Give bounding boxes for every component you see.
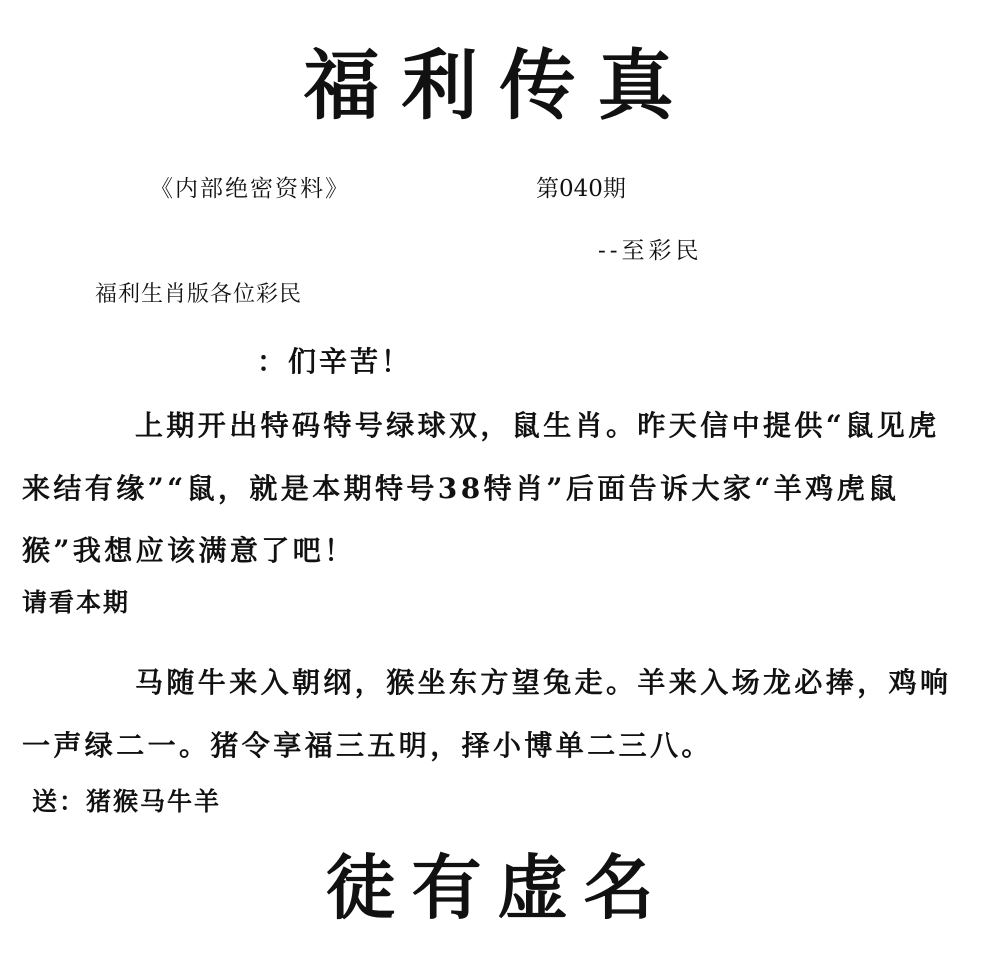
gift-line: 送：猪猴马牛羊 <box>32 787 222 816</box>
greeting-line: ：们辛苦！ <box>257 345 413 378</box>
footer-slogan: 徒有虚名 <box>325 846 670 929</box>
issue-number: 第040期 <box>536 176 626 202</box>
document-subtitle: 《内部绝密资料》 <box>150 176 350 202</box>
sender-line: --至彩民 <box>598 238 703 264</box>
paragraph-previous-result <box>22 395 957 583</box>
paragraph-riddle <box>22 652 957 777</box>
paragraph-text: 马随牛来入朝纲，猴坐东方望兔走。羊来入场龙必捧，鸡响一声绿二一。猪令享福三五明，择小博单二三八。 <box>22 666 952 762</box>
section-label: 请看本期 <box>22 588 131 617</box>
paragraph-text: 上期开出特码特号绿球双，鼠生肖。昨天信中提供“鼠见虎来结有缘”“鼠，就是本期特号38特肖”后面告诉大家“羊鸡虎鼠猴”我想应该满意了吧！ <box>22 409 940 567</box>
greeting-recipient: 福利生肖版各位彩民 <box>95 282 303 307</box>
page-title: 福利传真 <box>303 41 696 130</box>
